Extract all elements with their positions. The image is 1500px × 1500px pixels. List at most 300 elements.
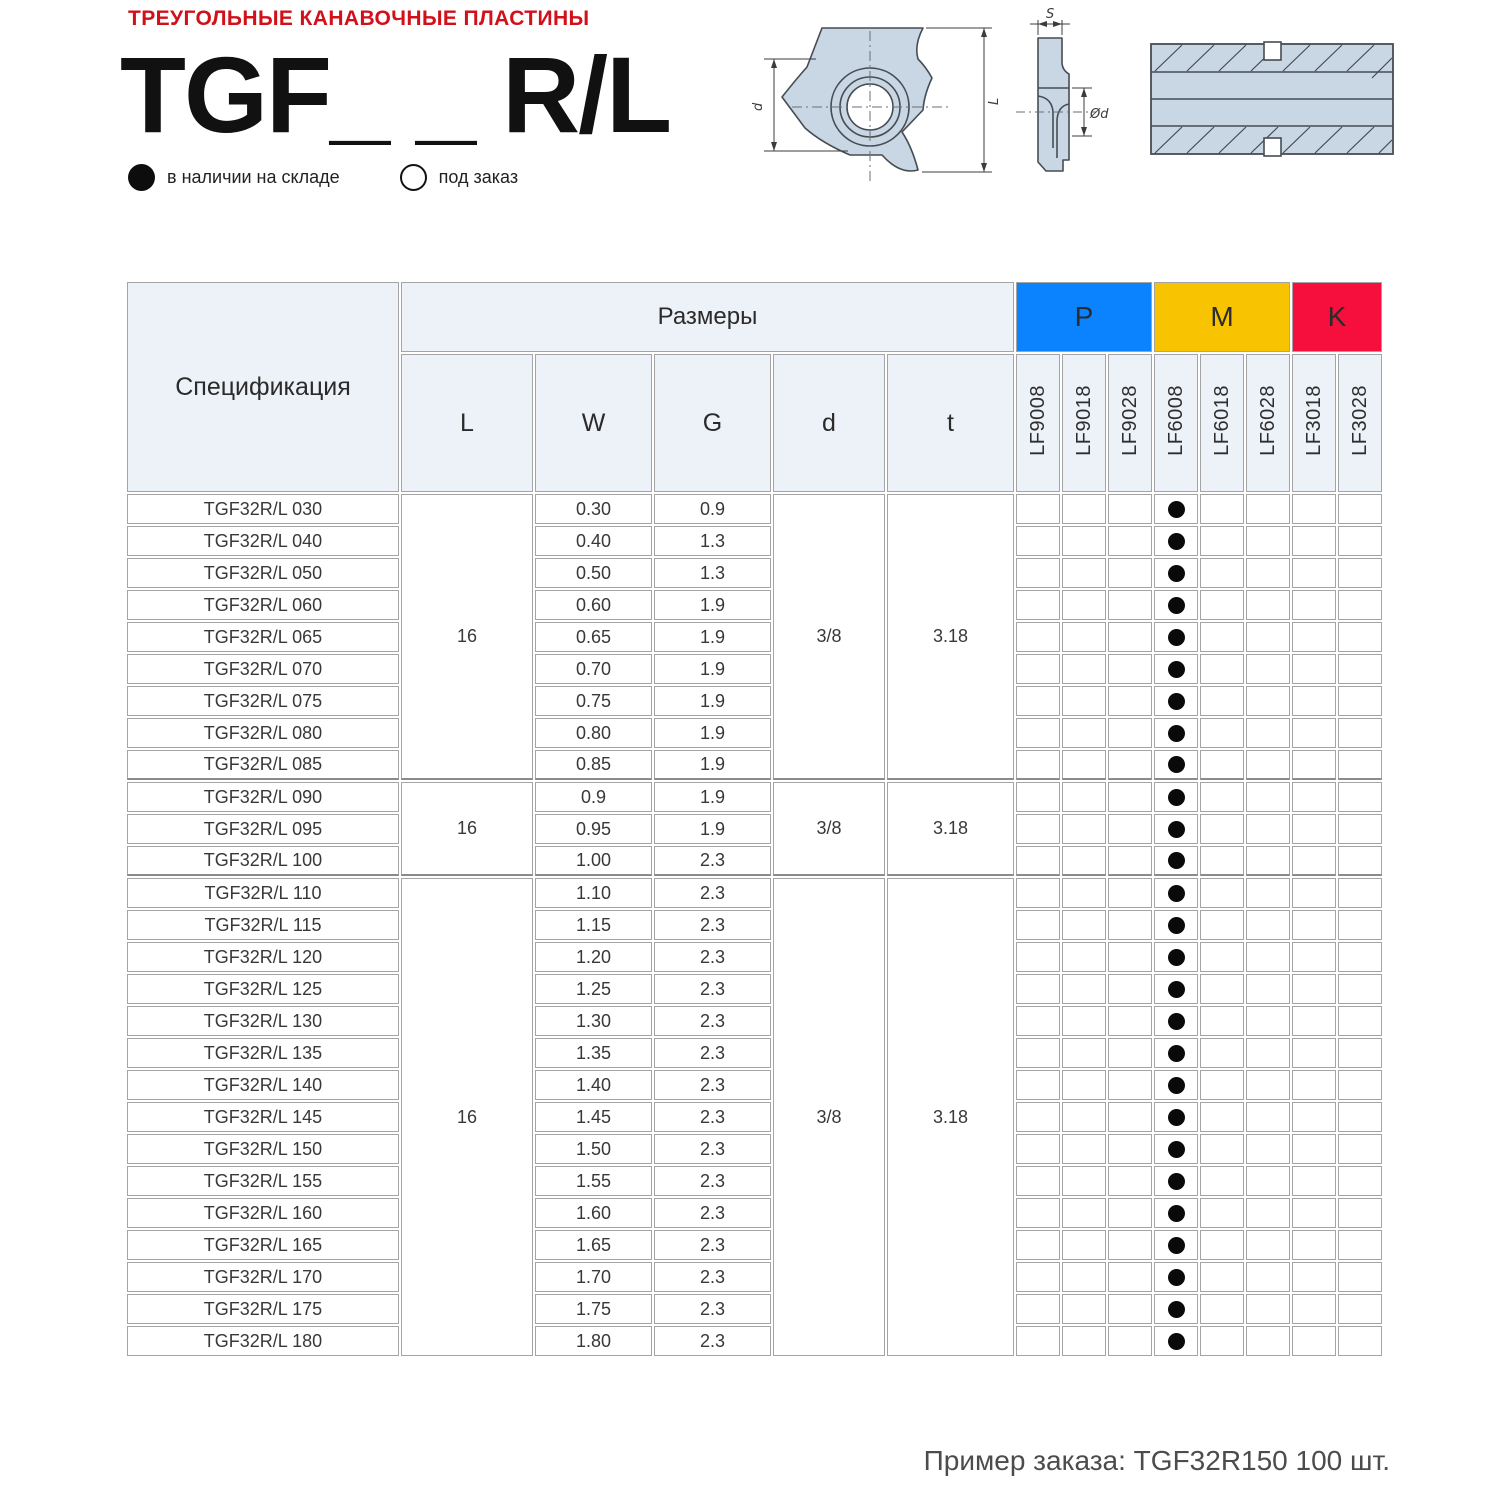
spec-row [127,654,1382,684]
dim-G-cell: 2.3 [654,846,771,876]
grade-cell-lf6028 [1246,910,1290,940]
grade-cell-lf6008 [1154,1102,1198,1132]
grade-cell-lf6008 [1154,942,1198,972]
grade-cell-lf6028 [1246,718,1290,748]
grade-cell-lf6008 [1154,494,1198,524]
spec-cell: TGF32R/L 030 [127,494,399,524]
dim-L-cell: 16 [401,494,533,780]
spec-cell: TGF32R/L 095 [127,814,399,844]
spec-row [127,1294,1382,1324]
grade-cell-lf6018 [1200,718,1244,748]
spec-cell: TGF32R/L 140 [127,1070,399,1100]
spec-row [127,686,1382,716]
in-stock-dot [1168,885,1185,902]
in-stock-dot [1168,1269,1185,1286]
in-stock-dot [1168,821,1185,838]
grade-cell-lf6008 [1154,686,1198,716]
grade-cell-lf6028 [1246,1166,1290,1196]
dim-W-cell: 1.10 [535,878,652,908]
grade-cell-lf9028 [1108,1230,1152,1260]
grade-cell-lf6028 [1246,654,1290,684]
grade-cell-lf6018 [1200,1006,1244,1036]
spec-row [127,622,1382,652]
grade-cell-lf6008 [1154,1134,1198,1164]
grade-cell-lf3018 [1292,686,1336,716]
dim-G-cell: 1.9 [654,590,771,620]
dim-column-header-w: W [535,354,652,492]
grade-band-p: P [1016,282,1152,352]
grade-cell-lf3028 [1338,814,1382,844]
grade-cell-lf3028 [1338,526,1382,556]
grade-cell-lf6008 [1154,1230,1198,1260]
in-stock-dot [1168,597,1185,614]
grade-cell-lf6018 [1200,590,1244,620]
grade-cell-lf6008 [1154,1326,1198,1356]
spec-cell: TGF32R/L 165 [127,1230,399,1260]
in-stock-dot [1168,1237,1185,1254]
insert-front-view-drawing [750,15,1005,200]
grade-cell-lf6008 [1154,1198,1198,1228]
grade-cell-lf3028 [1338,878,1382,908]
grade-cell-lf9018 [1062,910,1106,940]
grade-cell-lf9028 [1108,910,1152,940]
grade-cell-lf9018 [1062,526,1106,556]
spec-column-header: Спецификация [127,282,399,492]
grade-cell-lf9028 [1108,494,1152,524]
spec-row [127,1134,1382,1164]
grade-cell-lf9018 [1062,1262,1106,1292]
grade-cell-lf6028 [1246,558,1290,588]
grade-cell-lf9028 [1108,846,1152,876]
grade-cell-lf6008 [1154,1166,1198,1196]
in-stock-dot [1168,1045,1185,1062]
grade-cell-lf6018 [1200,686,1244,716]
in-stock-dot [1168,1077,1185,1094]
outline-circle-icon [400,164,427,191]
dim-W-cell: 1.20 [535,942,652,972]
legend-item-in-stock [128,164,340,191]
dim-W-cell: 0.80 [535,718,652,748]
grade-cell-lf9028 [1108,526,1152,556]
grade-cell-lf6028 [1246,1294,1290,1324]
spec-row [127,942,1382,972]
grade-cell-lf9018 [1062,814,1106,844]
grade-column-header-lf6008 [1154,354,1198,492]
spec-cell: TGF32R/L 080 [127,718,399,748]
grade-cell-lf6008 [1154,526,1198,556]
grade-band-k: K [1292,282,1382,352]
spec-row [127,558,1382,588]
grade-cell-lf3028 [1338,846,1382,876]
grade-cell-lf9008 [1016,1262,1060,1292]
grade-cell-lf9008 [1016,1070,1060,1100]
spec-cell: TGF32R/L 075 [127,686,399,716]
grade-cell-lf3028 [1338,1006,1382,1036]
grade-cell-lf3018 [1292,1102,1336,1132]
grade-cell-lf3028 [1338,494,1382,524]
grade-cell-lf6028 [1246,1230,1290,1260]
grade-cell-lf9028 [1108,942,1152,972]
in-stock-dot [1168,1109,1185,1126]
grade-cell-lf9008 [1016,494,1060,524]
spec-cell: TGF32R/L 065 [127,622,399,652]
grade-cell-lf6028 [1246,686,1290,716]
legend-label-on-order: под заказ [438,167,519,187]
grade-cell-lf9008 [1016,878,1060,908]
dim-G-cell: 1.3 [654,558,771,588]
grade-cell-lf9018 [1062,750,1106,780]
grade-cell-lf9028 [1108,974,1152,1004]
spec-row [127,526,1382,556]
in-stock-dot [1168,1173,1185,1190]
spec-row [127,846,1382,876]
spec-cell: TGF32R/L 180 [127,1326,399,1356]
dim-t-cell: 3.18 [887,878,1014,1356]
grade-cell-lf3028 [1338,750,1382,780]
spec-row [127,494,1382,524]
grade-cell-lf6028 [1246,590,1290,620]
grade-cell-lf3028 [1338,558,1382,588]
grade-cell-lf6028 [1246,846,1290,876]
spec-row [127,974,1382,1004]
grade-cell-lf6008 [1154,974,1198,1004]
dim-column-header-d: d [773,354,885,492]
dim-G-cell: 2.3 [654,1326,771,1356]
dim-W-cell: 1.50 [535,1134,652,1164]
grade-cell-lf9018 [1062,686,1106,716]
grade-cell-lf9028 [1108,1006,1152,1036]
grade-cell-lf9018 [1062,558,1106,588]
grade-cell-lf6008 [1154,1006,1198,1036]
grade-cell-lf9028 [1108,718,1152,748]
spec-cell: TGF32R/L 070 [127,654,399,684]
grade-cell-lf9028 [1108,590,1152,620]
spec-cell: TGF32R/L 130 [127,1006,399,1036]
dim-G-cell: 2.3 [654,1006,771,1036]
grade-cell-lf9018 [1062,1006,1106,1036]
grade-cell-lf9028 [1108,1134,1152,1164]
grade-cell-lf6028 [1246,1038,1290,1068]
grade-cell-lf6018 [1200,494,1244,524]
grade-cell-lf6018 [1200,1326,1244,1356]
spec-row [127,814,1382,844]
grade-cell-lf6008 [1154,782,1198,812]
spec-cell: TGF32R/L 100 [127,846,399,876]
grade-cell-lf6028 [1246,750,1290,780]
spec-cell: TGF32R/L 145 [127,1102,399,1132]
dim-W-cell: 1.45 [535,1102,652,1132]
grade-column-label: LF6018 [1211,385,1233,456]
grade-cell-lf9018 [1062,878,1106,908]
spec-cell: TGF32R/L 135 [127,1038,399,1068]
grade-cell-lf3018 [1292,590,1336,620]
legend-item-on-order [400,164,518,191]
grade-cell-lf3018 [1292,1038,1336,1068]
dim-G-cell: 2.3 [654,1230,771,1260]
grade-cell-lf9018 [1062,654,1106,684]
grade-cell-lf3028 [1338,1326,1382,1356]
in-stock-dot [1168,629,1185,646]
grade-cell-lf9018 [1062,590,1106,620]
grade-cell-lf3018 [1292,1262,1336,1292]
grade-cell-lf6018 [1200,878,1244,908]
dim-G-cell: 2.3 [654,910,771,940]
in-stock-dot [1168,917,1185,934]
grade-cell-lf6028 [1246,1102,1290,1132]
dim-W-cell: 0.30 [535,494,652,524]
spec-table-body [127,494,1382,1356]
dim-d-cell: 3/8 [773,782,885,876]
grade-cell-lf9018 [1062,1134,1106,1164]
grade-column-header-lf3028 [1338,354,1382,492]
grade-cell-lf3018 [1292,1230,1336,1260]
grade-cell-lf9008 [1016,750,1060,780]
dim-W-cell: 0.40 [535,526,652,556]
grade-cell-lf9018 [1062,942,1106,972]
grade-cell-lf6028 [1246,1326,1290,1356]
grade-cell-lf9018 [1062,1230,1106,1260]
grade-cell-lf9008 [1016,654,1060,684]
grade-cell-lf6018 [1200,558,1244,588]
dim-column-header-t: t [887,354,1014,492]
dim-W-cell: 1.55 [535,1166,652,1196]
grade-cell-lf6028 [1246,526,1290,556]
grade-cell-lf6018 [1200,622,1244,652]
grade-cell-lf9018 [1062,1102,1106,1132]
spec-cell: TGF32R/L 160 [127,1198,399,1228]
dimensions-header: Размеры [401,282,1014,352]
grade-cell-lf9008 [1016,1230,1060,1260]
grade-cell-lf9028 [1108,1070,1152,1100]
grade-cell-lf3018 [1292,1198,1336,1228]
grade-cell-lf3018 [1292,782,1336,812]
grade-cell-lf6008 [1154,910,1198,940]
spec-cell: TGF32R/L 040 [127,526,399,556]
dim-W-cell: 1.80 [535,1326,652,1356]
spec-cell: TGF32R/L 120 [127,942,399,972]
spec-cell: TGF32R/L 060 [127,590,399,620]
grade-cell-lf9018 [1062,1294,1106,1324]
in-stock-dot [1168,501,1185,518]
grade-cell-lf3018 [1292,1326,1336,1356]
dim-column-header-l: L [401,354,533,492]
dim-G-cell: 1.9 [654,782,771,812]
spec-cell: TGF32R/L 155 [127,1166,399,1196]
grade-cell-lf3028 [1338,1262,1382,1292]
grade-cell-lf3018 [1292,1294,1336,1324]
grade-cell-lf6028 [1246,1070,1290,1100]
dim-W-cell: 0.60 [535,590,652,620]
filled-circle-icon [128,164,155,191]
dim-W-cell: 0.65 [535,622,652,652]
grade-column-label: LF9008 [1027,385,1049,456]
spec-row [127,1102,1382,1132]
grade-cell-lf3028 [1338,1198,1382,1228]
grade-cell-lf6008 [1154,1294,1198,1324]
dim-W-cell: 1.15 [535,910,652,940]
grade-cell-lf9028 [1108,558,1152,588]
in-stock-dot [1168,852,1185,869]
in-stock-dot [1168,981,1185,998]
grade-cell-lf9008 [1016,942,1060,972]
dim-G-cell: 2.3 [654,1038,771,1068]
dim-G-cell: 1.9 [654,718,771,748]
grade-cell-lf6018 [1200,1198,1244,1228]
grade-cell-lf3028 [1338,686,1382,716]
grade-cell-lf9028 [1108,1038,1152,1068]
grade-cell-lf9018 [1062,718,1106,748]
grade-cell-lf6018 [1200,1230,1244,1260]
in-stock-dot [1168,565,1185,582]
grade-cell-lf9028 [1108,1262,1152,1292]
insert-side-view-drawing [1000,8,1115,198]
in-stock-dot [1168,693,1185,710]
dim-W-cell: 1.70 [535,1262,652,1292]
dim-W-cell: 1.25 [535,974,652,1004]
grade-cell-lf9018 [1062,1326,1106,1356]
grade-cell-lf6028 [1246,878,1290,908]
grade-cell-lf3018 [1292,622,1336,652]
grade-cell-lf9028 [1108,1166,1152,1196]
grade-cell-lf3018 [1292,846,1336,876]
order-example: Пример заказа: TGF32R150 100 шт. [923,1445,1390,1476]
grade-cell-lf9028 [1108,1198,1152,1228]
spec-row [127,1166,1382,1196]
dim-L-cell: 16 [401,878,533,1356]
grade-cell-lf9008 [1016,846,1060,876]
grade-cell-lf9008 [1016,718,1060,748]
grade-cell-lf3028 [1338,590,1382,620]
grade-column-label: LF3018 [1303,385,1325,456]
grade-cell-lf3018 [1292,1166,1336,1196]
grade-cell-lf9008 [1016,1198,1060,1228]
grade-cell-lf6018 [1200,1166,1244,1196]
legend-label-in-stock: в наличии на складе [167,167,340,187]
grade-cell-lf3028 [1338,1166,1382,1196]
grade-cell-lf9028 [1108,1102,1152,1132]
spec-row [127,750,1382,780]
grade-cell-lf9018 [1062,1198,1106,1228]
grade-cell-lf6018 [1200,782,1244,812]
grade-cell-lf6008 [1154,654,1198,684]
grade-cell-lf6008 [1154,590,1198,620]
grade-cell-lf9008 [1016,974,1060,1004]
workpiece-section-drawing [1145,28,1400,173]
grade-cell-lf6028 [1246,782,1290,812]
grade-column-header-lf9028 [1108,354,1152,492]
grade-cell-lf9028 [1108,686,1152,716]
dim-label-S: S [1046,8,1055,22]
grade-cell-lf9018 [1062,1166,1106,1196]
grade-cell-lf6028 [1246,974,1290,1004]
grade-cell-lf9018 [1062,1038,1106,1068]
grade-cell-lf3028 [1338,1070,1382,1100]
dim-label-hole-diameter: Ød [1090,107,1109,122]
grade-cell-lf3018 [1292,942,1336,972]
grade-cell-lf6018 [1200,1294,1244,1324]
spec-cell: TGF32R/L 110 [127,878,399,908]
dim-W-cell: 1.00 [535,846,652,876]
grade-cell-lf3018 [1292,718,1336,748]
grade-cell-lf9008 [1016,1102,1060,1132]
grade-cell-lf9028 [1108,814,1152,844]
grade-cell-lf3028 [1338,654,1382,684]
dim-W-cell: 0.9 [535,782,652,812]
grade-cell-lf6018 [1200,526,1244,556]
grade-cell-lf3028 [1338,910,1382,940]
grade-column-label: LF6028 [1257,385,1279,456]
spec-cell: TGF32R/L 125 [127,974,399,1004]
page-title: TGF_ _ R/L [120,34,671,155]
grade-band-m: M [1154,282,1290,352]
grade-cell-lf9018 [1062,974,1106,1004]
dim-L-cell: 16 [401,782,533,876]
grade-cell-lf3018 [1292,1006,1336,1036]
spec-cell: TGF32R/L 090 [127,782,399,812]
dim-G-cell: 2.3 [654,974,771,1004]
grade-cell-lf6028 [1246,1006,1290,1036]
dim-d-cell: 3/8 [773,878,885,1356]
grade-cell-lf6018 [1200,1038,1244,1068]
grade-cell-lf6028 [1246,1262,1290,1292]
dim-W-cell: 1.75 [535,1294,652,1324]
grade-cell-lf3028 [1338,1038,1382,1068]
dim-G-cell: 1.9 [654,654,771,684]
dim-W-cell: 1.40 [535,1070,652,1100]
dim-W-cell: 0.70 [535,654,652,684]
grade-cell-lf9028 [1108,1326,1152,1356]
grade-cell-lf6008 [1154,1070,1198,1100]
dim-G-cell: 1.9 [654,686,771,716]
grade-cell-lf3028 [1338,622,1382,652]
dim-G-cell: 0.9 [654,494,771,524]
spec-cell: TGF32R/L 175 [127,1294,399,1324]
grade-cell-lf9028 [1108,782,1152,812]
in-stock-dot [1168,725,1185,742]
spec-cell: TGF32R/L 150 [127,1134,399,1164]
in-stock-dot [1168,1301,1185,1318]
spec-row [127,1006,1382,1036]
spec-cell: TGF32R/L 115 [127,910,399,940]
dim-G-cell: 2.3 [654,1294,771,1324]
grade-cell-lf3018 [1292,878,1336,908]
grade-cell-lf9028 [1108,878,1152,908]
dim-G-cell: 1.9 [654,750,771,780]
grade-cell-lf9008 [1016,686,1060,716]
grade-cell-lf6008 [1154,846,1198,876]
dim-label-d: d [751,102,766,111]
grade-cell-lf9018 [1062,1070,1106,1100]
grade-cell-lf3018 [1292,750,1336,780]
dim-W-cell: 1.60 [535,1198,652,1228]
grade-column-label: LF9028 [1119,385,1141,456]
grade-cell-lf9008 [1016,782,1060,812]
grade-column-label: LF9018 [1073,385,1095,456]
grade-column-header-lf6028 [1246,354,1290,492]
grade-cell-lf6008 [1154,1262,1198,1292]
grade-cell-lf6008 [1154,558,1198,588]
grade-cell-lf9008 [1016,622,1060,652]
grade-cell-lf6028 [1246,622,1290,652]
grade-cell-lf3018 [1292,910,1336,940]
spec-row [127,1326,1382,1356]
spec-cell: TGF32R/L 085 [127,750,399,780]
grade-cell-lf3018 [1292,1070,1336,1100]
grade-column-label: LF3028 [1349,385,1371,456]
grade-cell-lf9008 [1016,590,1060,620]
in-stock-dot [1168,756,1185,773]
dim-G-cell: 2.3 [654,1198,771,1228]
